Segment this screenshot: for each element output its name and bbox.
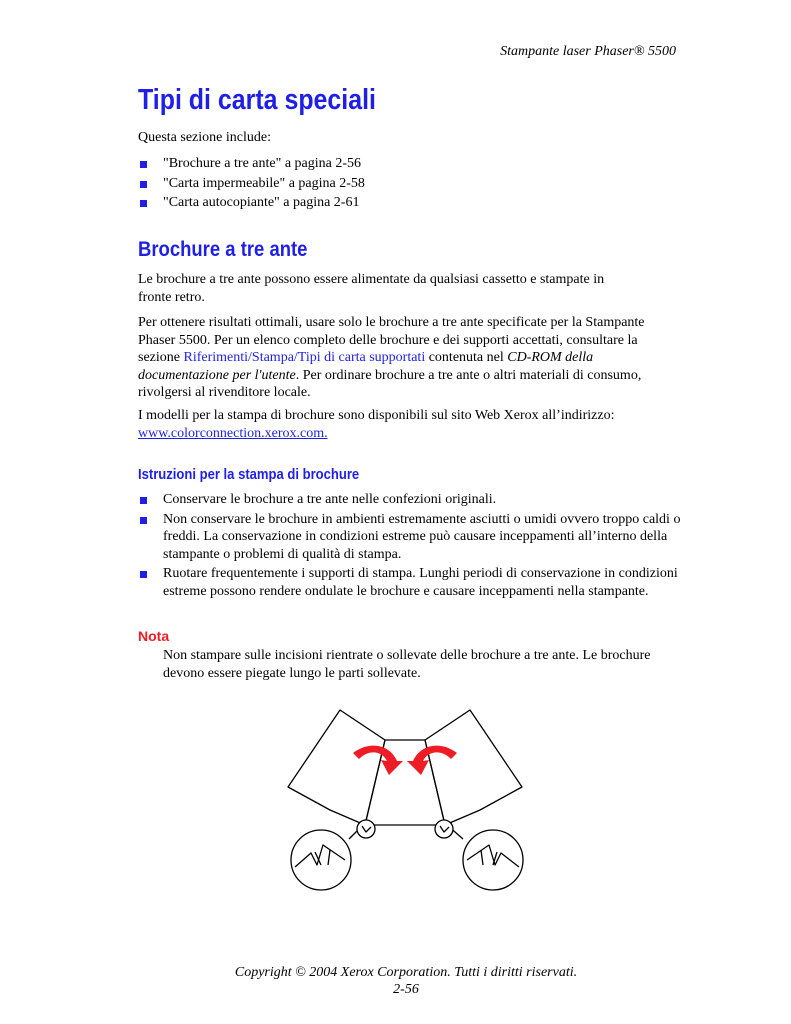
instruction-item: Non conservare le brochure in ambienti estremamente asciutti o umidi ovvero troppo caldi o freddi. La conservazione in condizioni estreme può causare inceppamenti all’interno della stampante o problemi di qualità di stampa. (138, 511, 683, 564)
right-panel (425, 710, 522, 825)
square-bullet-icon (140, 161, 147, 168)
instruction-item: Conservare le brochure a tre ante nelle confezioni originali. (138, 491, 683, 509)
section-paragraph-2: Per ottenere risultati ottimali, usare solo le brochure a tre ante specificate per la Stampante Phaser 5500. Per un elenco completo delle brochure e dei supporti accettati, consultare la sezione Riferimenti/Stampa/Tipi di carta supportati contenuta nel CD-ROM della documentazione per l'utente. Per ordinare brochure a tre ante o altri materiali di consumo, rivolgersi al rivenditore locale. (138, 315, 645, 400)
toc-list (138, 155, 683, 214)
section-paragraph-1: Le brochure a tre ante possono essere alimentate da qualsiasi cassetto e stampate in fronte retro. (138, 272, 605, 305)
page-number: 2-56 (393, 982, 419, 997)
xerox-url-link[interactable]: www.colorconnection.xerox.com. (138, 425, 328, 441)
copyright-text: Copyright © 2004 Xerox Corporation. Tutti i diritti riservati. (234, 965, 578, 980)
toc-item[interactable]: "Brochure a tre ante" a pagina 2-56 (138, 155, 683, 173)
note-title: Nota (138, 628, 170, 644)
running-header: Stampante laser Phaser® 5500 (500, 44, 676, 59)
left-zoom-circle (291, 830, 351, 890)
intro-text: Questa sezione include: (138, 130, 271, 145)
instructions-list (138, 491, 683, 602)
square-bullet-icon (140, 571, 147, 578)
toc-item[interactable]: "Carta autocopiante" a pagina 2-61 (138, 194, 683, 212)
section-title: Brochure a tre ante (138, 238, 308, 261)
subsection-title: Istruzioni per la stampa di brochure (138, 467, 360, 483)
note-text: Non stampare sulle incisioni rientrate o sollevate delle brochure a tre ante. Le brochure devono essere piegate lungo le parti sollevate. (163, 648, 651, 681)
page-title: Tipi di carta speciali (138, 84, 376, 116)
supported-paper-link[interactable]: Riferimenti/Stampa/Tipi di carta supportati (183, 350, 426, 365)
instruction-item: Ruotare frequentemente i supporti di stampa. Lunghi periodi di conservazione in condizioni estreme possono rendere ondulate le brochure e causare inceppamenti nella stampante. (138, 565, 683, 600)
cd-rom-title: CD-ROM della documentazione per l'utente (138, 350, 594, 383)
footer (0, 964, 791, 998)
brochure-fold-diagram (285, 705, 535, 905)
left-panel (288, 710, 385, 825)
section-paragraph-3: I modelli per la stampa di brochure sono disponibili sul sito Web Xerox all’indirizzo: www.colorconnection.xerox.com. (138, 408, 615, 441)
square-bullet-icon (140, 200, 147, 207)
square-bullet-icon (140, 517, 147, 524)
square-bullet-icon (140, 181, 147, 188)
left-crease-marker (357, 820, 375, 838)
toc-item[interactable]: "Carta impermeabile" a pagina 2-58 (138, 175, 683, 193)
square-bullet-icon (140, 497, 147, 504)
right-crease-marker (435, 820, 453, 838)
